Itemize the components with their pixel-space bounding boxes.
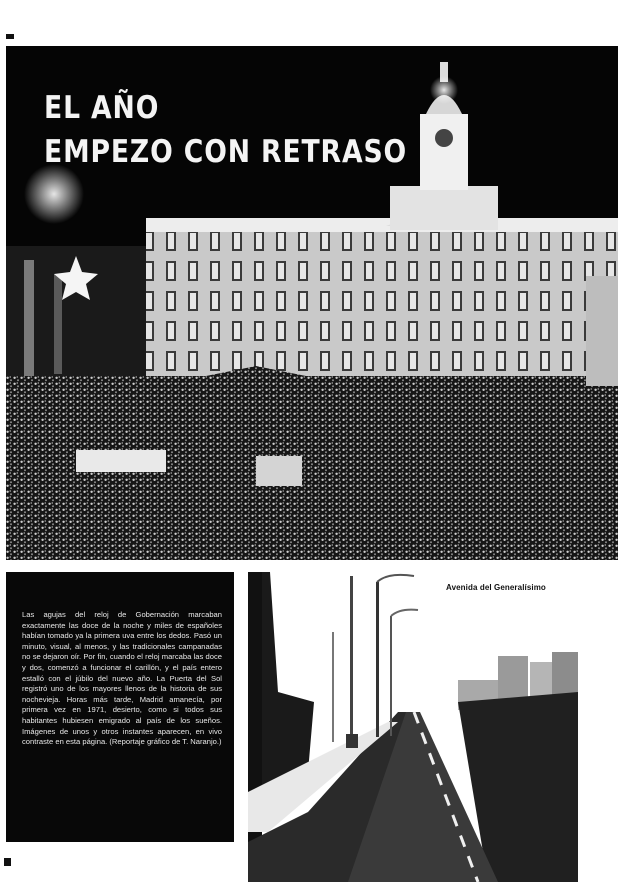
article-text-box	[6, 572, 234, 842]
avenida-illustration	[248, 572, 578, 882]
avenue-photo	[248, 572, 578, 882]
hero-photo-puerta-del-sol	[6, 46, 618, 560]
headline-line-2: EMPEZO CON RETRASO	[44, 134, 408, 170]
page-corner-mark-bottom	[4, 858, 11, 866]
headline-line-1: EL AÑO	[44, 90, 160, 126]
photo-caption: Avenida del Generalísimo	[446, 583, 546, 592]
article-body: Las agujas del reloj de Gobernación marcaban exactamente las doce de la noche y miles de españoles habían tomado ya la primera uva entre los dedos. Pasó un minuto, visual, al menos, y las tradicionales campanadas no se dejaron oír. Por fin, cuando el reloj marcaba las doce y dos, comenzó a funcionar el carillón, y el país entero estalló con el júbilo del nuevo año. La Puerta del Sol registró uno de los mayores llenos de la historia de sus nochevieja. Horas más tarde, Madrid amanecía, por primera vez en 1971, desierto, como si todos sus habitantes hubiesen emigrado al país de los sueños. Imágenes de unos y otros instantes aparecen, en vivo contraste en esta página. (Reportaje gráfico de T. Naranjo.)	[22, 610, 222, 747]
page-corner-mark	[6, 34, 14, 39]
headline	[44, 86, 407, 174]
